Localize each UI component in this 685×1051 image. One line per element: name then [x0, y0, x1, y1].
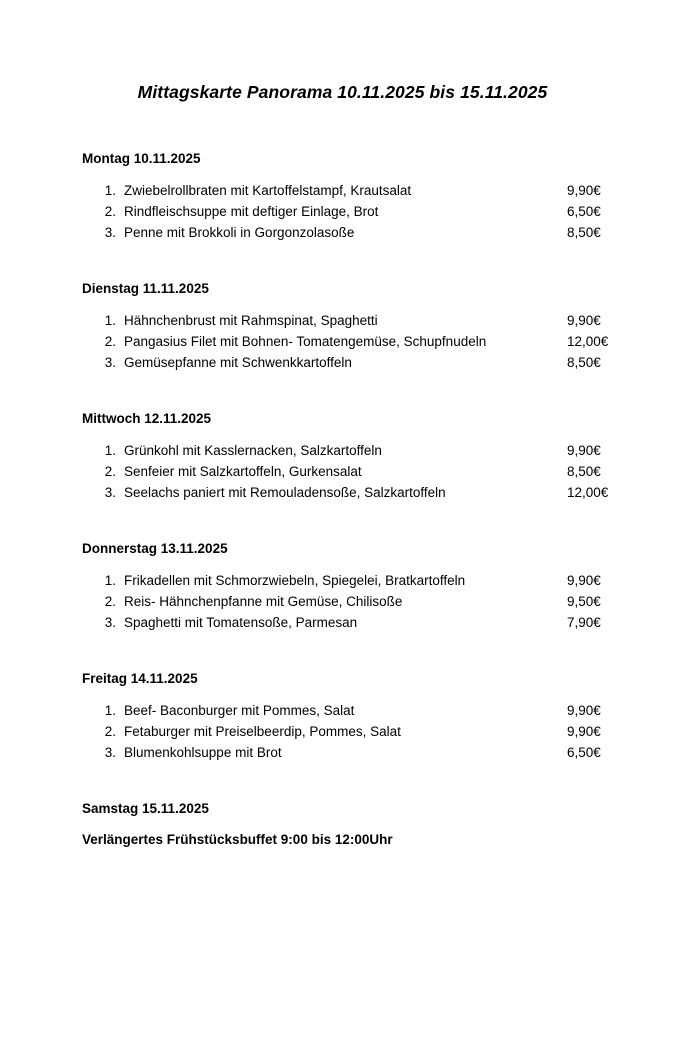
menu-item: [82, 352, 625, 373]
spacer: [82, 395, 625, 411]
day-heading: Dienstag 11.11.2025: [82, 281, 209, 296]
menu-item: [82, 700, 625, 721]
menu-item: [82, 570, 625, 591]
item-price: 9,90€: [567, 313, 601, 328]
menu-item: [82, 591, 625, 612]
item-price: 8,50€: [567, 464, 601, 479]
item-number: 3.: [104, 745, 116, 760]
item-number: 3.: [104, 355, 116, 370]
item-number: 3.: [104, 485, 116, 500]
item-name: Zwiebelrollbraten mit Kartoffelstampf, Krautsalat: [124, 183, 412, 198]
day-items: [82, 570, 625, 633]
item-number: 1.: [104, 313, 116, 328]
item-price: 7,90€: [567, 615, 601, 630]
menu-item: [82, 612, 625, 633]
menu-content: [0, 151, 685, 847]
item-name: Seelachs paniert mit Remouladensoße, Salzkartoffeln: [124, 485, 446, 500]
item-name: Grünkohl mit Kasslernacken, Salzkartoffeln: [124, 443, 382, 458]
day-block-donnerstag: [82, 541, 625, 633]
day-block-montag: [82, 151, 625, 243]
page-title: Mittagskarte Panorama 10.11.2025 bis 15.11.2025: [137, 82, 548, 102]
item-number: 2.: [104, 464, 116, 479]
day-items: [82, 180, 625, 243]
day-block-dienstag: [82, 281, 625, 373]
menu-item: [82, 331, 625, 352]
item-price: 9,90€: [567, 183, 601, 198]
item-price: 8,50€: [567, 355, 601, 370]
item-name: Spaghetti mit Tomatensoße, Parmesan: [124, 615, 358, 630]
item-price: 8,50€: [567, 225, 601, 240]
menu-item: [82, 180, 625, 201]
item-number: 2.: [104, 204, 116, 219]
day-note: Verlängertes Frühstücksbuffet 9:00 bis 12:00Uhr: [82, 832, 393, 847]
day-heading: Samstag 15.11.2025: [82, 801, 209, 816]
day-block-samstag: [82, 801, 625, 847]
item-price: 9,50€: [567, 594, 601, 609]
day-heading: Donnerstag 13.11.2025: [82, 541, 228, 556]
item-price: 9,90€: [567, 724, 601, 739]
menu-item: [82, 742, 625, 763]
day-items: [82, 440, 625, 503]
item-price: 9,90€: [567, 703, 601, 718]
item-number: 3.: [104, 615, 116, 630]
item-number: 2.: [104, 724, 116, 739]
menu-item: [82, 222, 625, 243]
item-price: 12,00€: [567, 485, 609, 500]
item-number: 1.: [104, 703, 116, 718]
menu-item: [82, 440, 625, 461]
day-heading: Montag 10.11.2025: [82, 151, 201, 166]
item-price: 12,00€: [567, 334, 609, 349]
spacer: [82, 785, 625, 801]
item-name: Rindfleischsuppe mit deftiger Einlage, Brot: [124, 204, 379, 219]
item-name: Blumenkohlsuppe mit Brot: [124, 745, 282, 760]
item-price: 9,90€: [567, 573, 601, 588]
item-name: Frikadellen mit Schmorzwiebeln, Spiegelei, Bratkartoffeln: [124, 573, 466, 588]
item-number: 1.: [104, 573, 116, 588]
day-block-freitag: [82, 671, 625, 763]
item-name: Reis- Hähnchenpfanne mit Gemüse, Chilisoße: [124, 594, 403, 609]
day-block-mittwoch: [82, 411, 625, 503]
spacer: [82, 525, 625, 541]
day-items: [82, 700, 625, 763]
menu-item: [82, 482, 625, 503]
day-heading: Freitag 14.11.2025: [82, 671, 198, 686]
item-name: Pangasius Filet mit Bohnen- Tomatengemüse, Schupfnudeln: [124, 334, 487, 349]
item-name: Gemüsepfanne mit Schwenkkartoffeln: [124, 355, 352, 370]
day-items: [82, 310, 625, 373]
item-price: 9,90€: [567, 443, 601, 458]
item-name: Beef- Baconburger mit Pommes, Salat: [124, 703, 355, 718]
item-number: 1.: [104, 183, 116, 198]
menu-item: [82, 201, 625, 222]
item-name: Senfeier mit Salzkartoffeln, Gurkensalat: [124, 464, 362, 479]
item-price: 6,50€: [567, 745, 601, 760]
item-name: Penne mit Brokkoli in Gorgonzolasoße: [124, 225, 355, 240]
menu-page: [0, 82, 685, 1051]
spacer: [82, 265, 625, 281]
item-name: Fetaburger mit Preiselbeerdip, Pommes, Salat: [124, 724, 401, 739]
item-name: Hähnchenbrust mit Rahmspinat, Spaghetti: [124, 313, 378, 328]
menu-item: [82, 461, 625, 482]
item-number: 3.: [104, 225, 116, 240]
day-heading: Mittwoch 12.11.2025: [82, 411, 212, 426]
item-price: 6,50€: [567, 204, 601, 219]
menu-item: [82, 721, 625, 742]
item-number: 2.: [104, 334, 116, 349]
item-number: 2.: [104, 594, 116, 609]
spacer: [82, 655, 625, 671]
item-number: 1.: [104, 443, 116, 458]
menu-item: [82, 310, 625, 331]
